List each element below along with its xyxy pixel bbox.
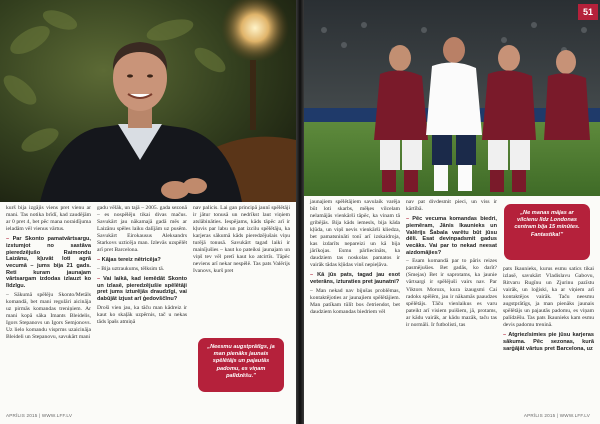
left-page-column-2: [97, 205, 187, 328]
right-footer: APRĪLIS 2015 | WWW.LFF.LV: [523, 413, 590, 418]
left-footer: APRĪLIS 2015 | WWW.LFF.LV: [6, 413, 73, 418]
interview-question: – Par Skonto pamatvārtsargu, izstumjot no sastāva pieredzējušo Raimondu Laizānu, kļuvāt loti agrā vecumā – jums bija 21 gads. Reti kuram jaunajam vārtsargam izdodas izlauzt ko līdzīgu.: [6, 236, 91, 290]
interview-question: – Vai laikā, kad iemēdāt Skonto un izlasē, pieredzējušie spēlētāji pret jums izturējās draudzīgi, vai dabūjāt izjust arī ģedovščīnu?: [97, 276, 187, 303]
body-paragraph: kurš bija izgājis viens pret vienu ar mani. Tas notika brīdī, kad zaudējām ar 0 pret 4, bet pēc mana noraidījuma ieladām vēl vienus vārtus.: [6, 205, 91, 233]
left-page-column-1: [6, 205, 91, 343]
body-paragraph: – Esam komandā par to pāris reizes pasmējušies. Bet gadās, ko darīt? (Smejas) Bet ir saprotams, ka jaunie vārtsargi ir spēlējuši vairs nav. Par Viktors Morozs, kura izaugsmi Cai radoks spēlēm, jau ir nākamās paaudzes spēlētājs. Tāču vienlaikus es varu pateikt arī visiem puišiem, jā, protams, ar kādu vairāk, ar kādu mazāk, taču tas ir normāli. Ir futbolisti, tas: [406, 258, 497, 328]
interview-question: – Kājas tereiz nētricēja?: [97, 257, 161, 264]
page-number: 51: [578, 4, 598, 20]
body-paragraph: nav pat divdesmit pieci, un viss ir kārtībā.: [406, 199, 497, 213]
right-page-column-3: [503, 266, 594, 355]
body-paragraph: jaunajiem spēlētājiem savulaik varēja būt loti skarbs, mēķes vilcelam nelamājās vienkārši tāpēc, ka vinam tā gribējās. Bija kāds iemesls, bija kāda kļūda, un viņš nevis vienkārši kliedza, bet pamatsnināti tonī arī izskaidroja, kas izdarīts nepareizi un kā bija jārīkojas. Esmu pārliecināts, ka daudziem tas noskolas pamatos ir vairāk tādas kļūdas vinš nepieļāva.: [310, 199, 400, 269]
body-paragraph: Droši vien jau, ka tāču man kādreiz ir kaut ko skaļāk uzpērnis, tač u nekas tāds īpašs atmiņā: [97, 304, 187, 325]
left-page-column-3: [193, 205, 290, 277]
interview-question: – Atgriezīsimies pie jūsu karjeras sākuma. Pēc sezonas, kurā sarģājāt vārtus pret Barcelona, uz: [503, 332, 594, 352]
right-page-column-2: [406, 199, 497, 331]
body-paragraph: – Man nekad nav bijušas problēmas, kontaktējoties ar jaunajiem spēlētājiem. Man patīkam tūlīt bos četriendot, bet daudziem komandas biedriem vēl: [310, 287, 400, 316]
right-page-column-1: [310, 199, 400, 318]
right-page: [304, 0, 600, 424]
pull-quote: „Ne manas mājas ar vilcienu līdz Londonas centram bija 15 minūtes. Fantastika!”: [504, 204, 590, 260]
pull-quote: „Neesmu augstprātīgs, ja man pienāks jaunais spēlētājs un pajautās padomu, es viņam palīdzēšu.”: [198, 338, 284, 392]
spread-gutter: [296, 0, 304, 424]
portrait-photo: [0, 0, 296, 202]
interview-question: – Kā jūs pats, tagad jau esot veterāns, izturaties pret jaunatni?: [310, 272, 400, 286]
body-paragraph: – Bija uztraukums, tēlksim tā.: [97, 266, 165, 273]
interview-question: – Pēc vecuma komandas biedri, piemēram, Jānis Ikaunieks un Valērijs Šabala varētu būt jūsu dēli. Esat devinpadsmit gadus vecāks. Vai par to nekad neesat aizdomājies?: [406, 216, 497, 256]
match-photo: [304, 0, 600, 196]
body-paragraph: pats Ikaunieks, kurus esmu satics tikai izlasē, savukārt Vladislavu Gabovu, Ritvaru Rugīnu un Zjurinu pazīstu vairāk, un loģiski, ka ar viņiem arī kontaktējos vairāk. Taču neesmu augstprātīgs, ja man pienāks jaunais spēlētājs un pajautās padomu, es viņam palīdzēšu. Tas pats Ikaunieks kam esmu devis padomu treninā.: [503, 266, 594, 329]
body-paragraph: – Sākumā spēlēju Skonto/Metāls komandā, bet mani regulāri aicināja uz pirmās komandas treniņiem. Ar mani kopā sāka Imants Bleidelis, Igors Stepanovs un Igors Semjonovs. Uz lielo komandu visprms uzaicināja Bleideli un Stepanovu, savukārt mani: [6, 291, 91, 341]
left-page: [0, 0, 296, 424]
body-paragraph: nav palicis. Lai gan principā jaunī spēlētāji ir jātur tonusā un nedrīkst laut viņiem atslābināties. Iespējams, kāds tāpēc arī ir kļuvis par labu un pat izcilu spēlētāju, ka karjeras sākumā kāds pieredzējušais viņu turējā tonusā. Savukārt tagad laiki ir mainījušies – kaut ko pateiksi jaunajam un viņš tev vēl pretī kaut ko atcirtīs. Tāpēc neviens arī nekar nespēlē. Tas pats Valērijs Ivanovs, kurš pret: [193, 205, 290, 275]
body-paragraph: gadu vēlāk, un tajā – 2005. gada sezonā – es nospēlēju tikai divas mačus. Savukārt jau nākamajā gadā mēs ar Laizānu spēles laiku dalījām uz pusēm. Savukārt Eirokausus Aleksandrs Starkovs uzticēja man. Izlevās uzspēlēt arī pret Barcelona.: [97, 205, 187, 254]
